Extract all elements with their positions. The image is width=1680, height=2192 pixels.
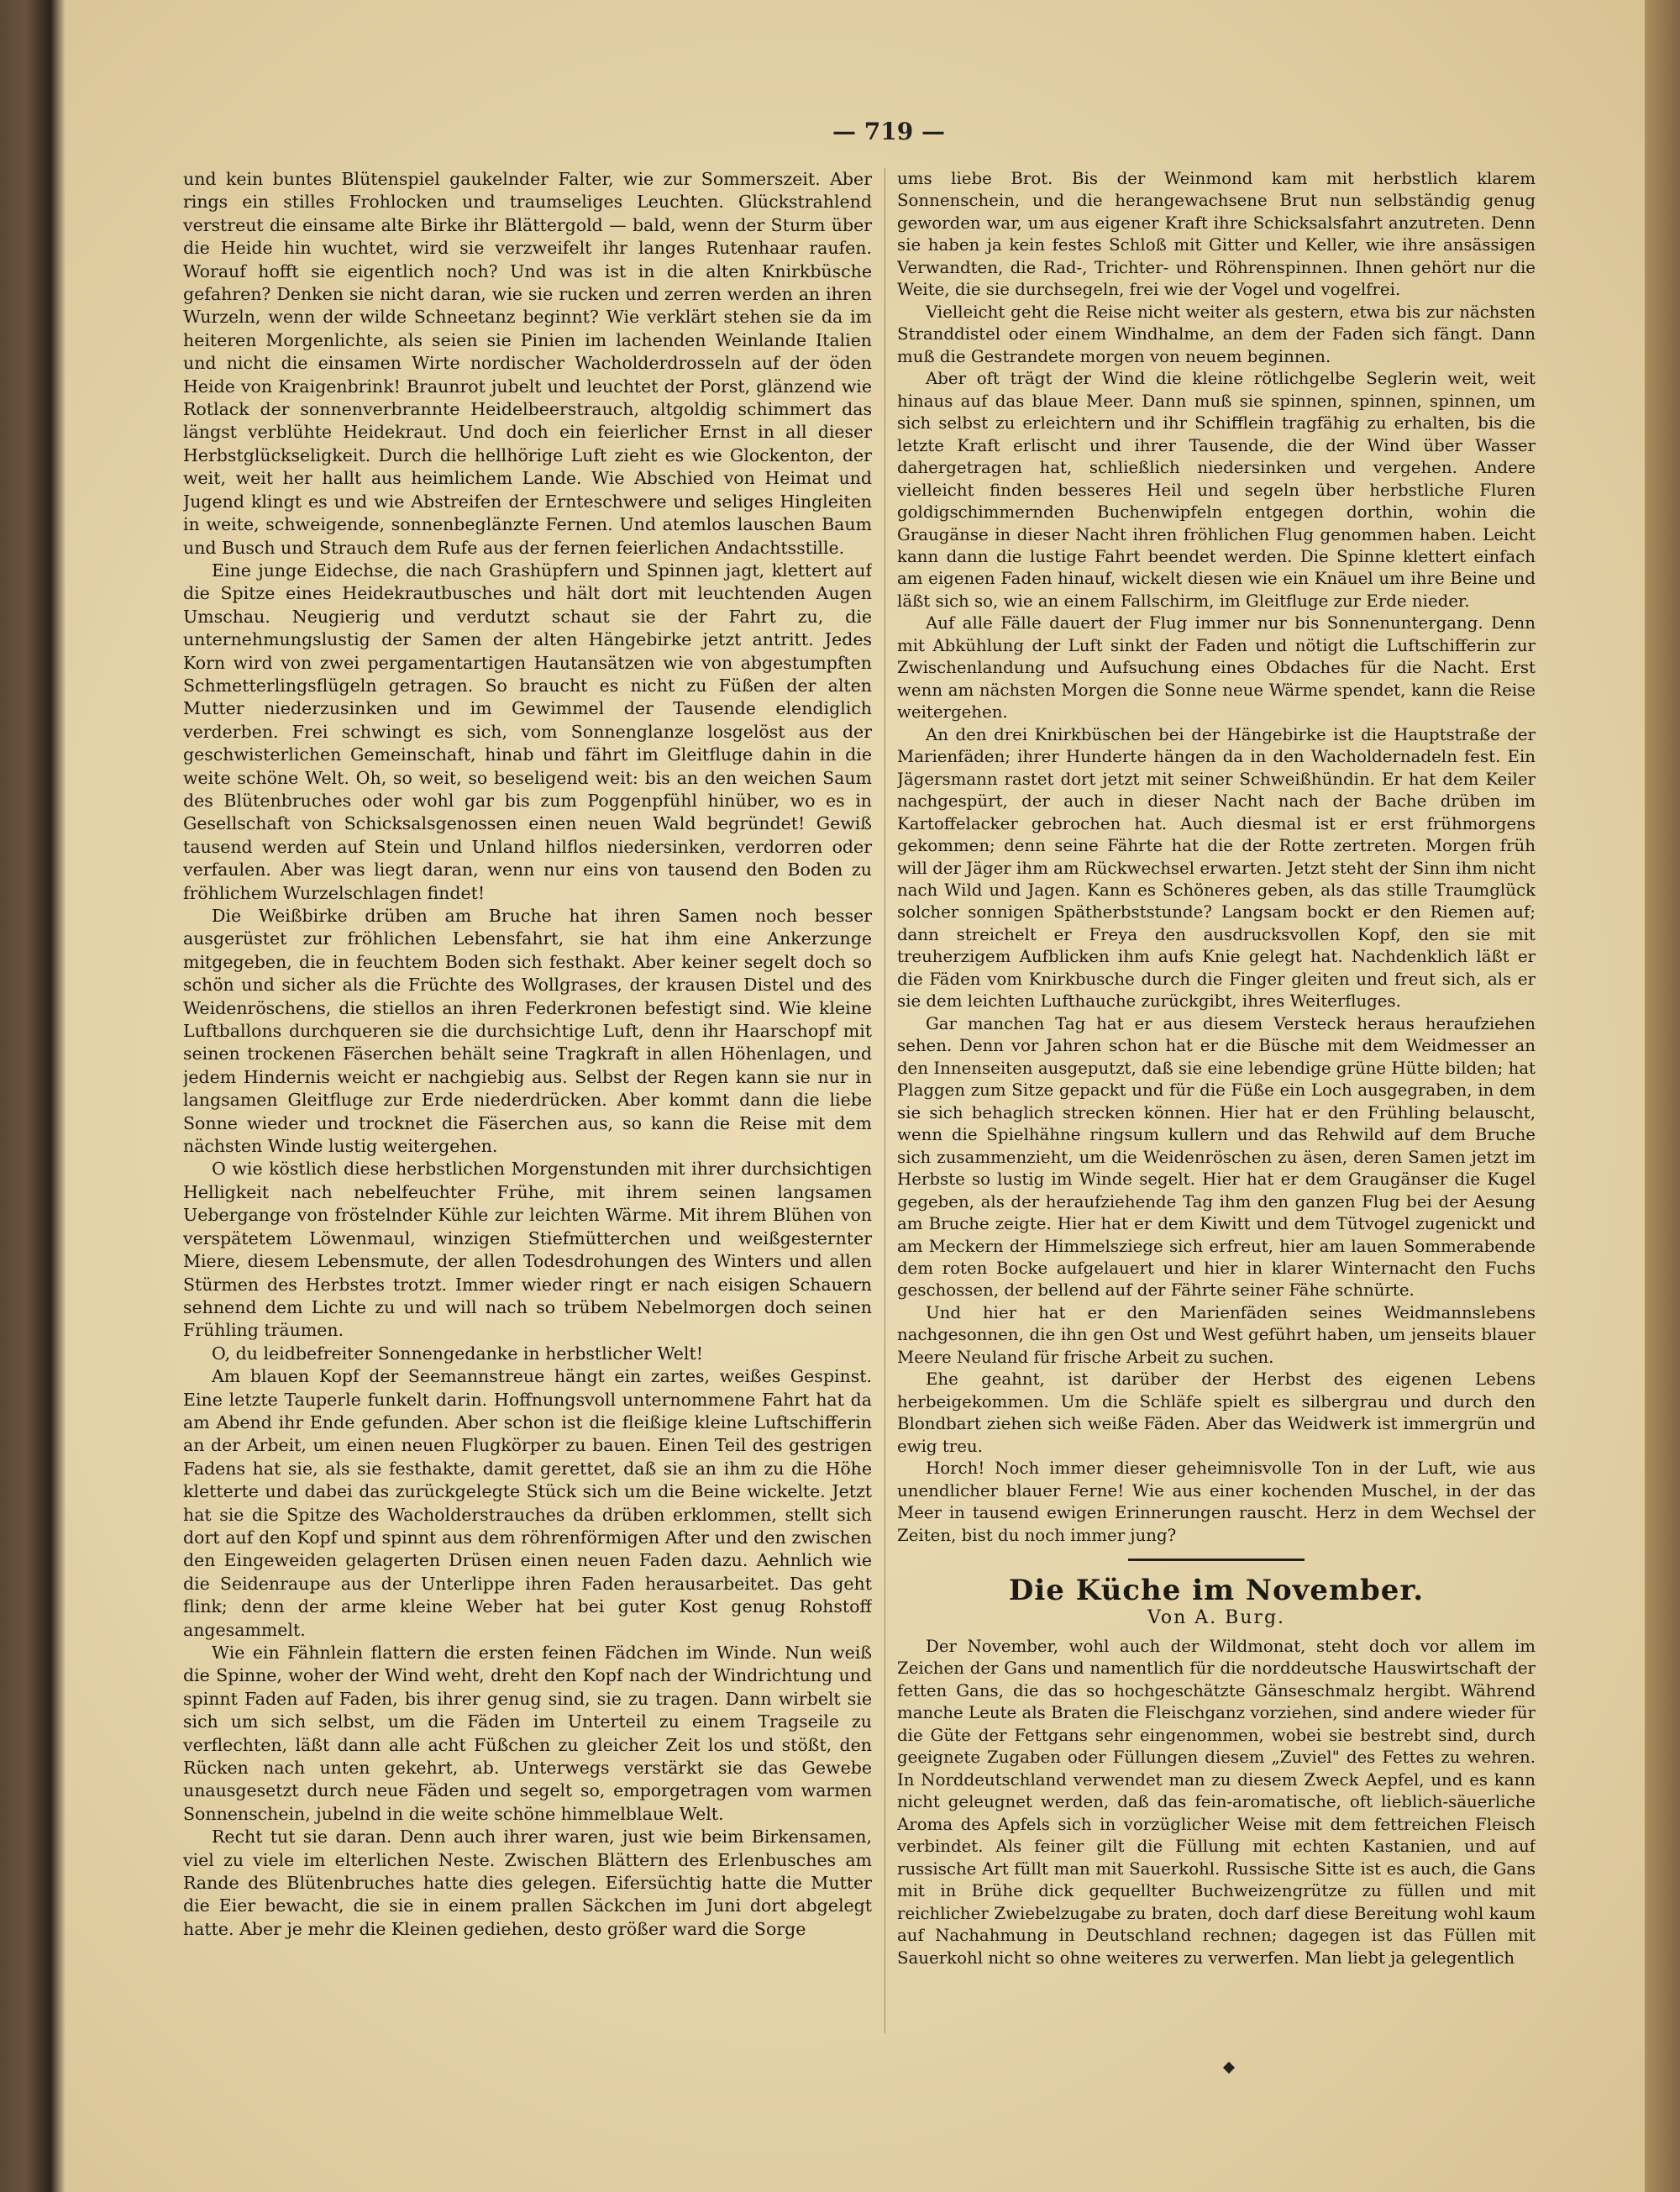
page-number: — 719 — xyxy=(832,118,945,145)
paragraph: Ehe geahnt, ist darüber der Herbst des eigenen Lebens herbeigekommen. Um die Schläfe spielt es silbergrau und durch den Blondbart ziehen sich weiße Fäden. Aber das Weidwerk ist immergrün und ewig treu. xyxy=(897,1369,1536,1456)
paragraph: O, du leidbefreiter Sonnengedanke in herbstlicher Welt! xyxy=(212,1343,703,1364)
paragraph: Vielleicht geht die Reise nicht weiter als gestern, etwa bis zur nächsten Stranddistel oder einem Windhalme, an dem der Faden sich fängt. Dann muß die Gestrandete morgen von neuem beginnen. xyxy=(897,302,1536,366)
paragraph: Gar manchen Tag hat er aus diesem Versteck heraus heraufziehen sehen. Denn vor Jahren schon hat er die Büsche mit dem Weidmesser an den Innenseiten ausgeputzt, daß sie eine lebendige grüne Hütte bilden; hat Plaggen zum Sitze gepackt und für die Füße ein Loch ausgegraben, in dem sie sich behaglich strecken können. Hier hat er den Frühling belauscht, wenn die Spielhähne ringsum kullern und das Rehwild auf dem Bruche sich zusammenzieht, um die Weidenröschen zu äsen, deren Samen jetzt im Herbste so lustig im Winde segelt. Hier hat er dem Graugänser die Kugel gegeben, als der heraufziehende Tag ihm den ganzen Flug bei der Aesung am Bruche zeigte. Hier hat er dem Kiwitt und dem Tütvogel zugenickt und am Meckern der Himmelsziege sich erfreut, hier am lauen Sommerabende dem roten Bocke aufgelauert und hier in klarer Winternacht den Fuchs geschossen, der bellend auf der Fährte seiner Fähe schnürte. xyxy=(897,1013,1536,1301)
paragraph: O wie köstlich diese herbstlichen Morgenstunden mit ihrer durchsichtigen Helligkeit nach nebelfeuchter Frühe, mit ihrem seinen langsamen Uebergange von fröstelnder Kühle zur leichten Wärme. Mit ihrem Blühen von verspätetem Löwenmaul, winzigen Stiefmütterchen und weißgesternter Miere, diesem Lebensmute, der allen Todesdrohungen des Winters und allen Stürmen des Herbstes trotzt. Immer wieder ringt er nach eisigen Schauern sehnend dem Lichte zu und will nach so trübem Nebelmorgen doch seinen Frühling träumen. xyxy=(183,1159,872,1341)
paragraph: Recht tut sie daran. Denn auch ihrer waren, just wie beim Birkensamen, viel zu viele im elterlichen Neste. Zwischen Blättern des Erlenbusches am Rande des Blütenbruches hatte dies gelegen. Eifersüchtig hatte die Mutter die Eier bewacht, die sie in einem prallen Säckchen im Juni dort abgelegt hatte. Aber je mehr die Kleinen gediehen, desto größer ward die Sorge xyxy=(183,1827,872,1939)
paragraph: Die Weißbirke drüben am Bruche hat ihren Samen noch besser ausgerüstet zur fröhlichen Lebensfahrt, sie hat ihm eine Ankerzunge mitgegeben, die in feuchtem Boden sich festhakt. Aber keiner segelt doch so schön und sicher als die Früchte des Wollgrases, der krausen Distel und des Weidenröschens, die stiellos an ihren Federkronen befestigt sind. Wie kleine Luftballons durchqueren sie die durchsichtige Luft, denn ihr Haarschopf mit seinen trockenen Fäserchen behält seine Tragkraft in allen Höhenlagen, und jedem Hindernis weicht er nachgiebig aus. Selbst der Regen kann sie nur in langsamen Gleitfluge zur Erde niederdrücken. Aber kommt dann die liebe Sonne wieder und trocknet die Fäserchen aus, so kann die Reise mit dem nächsten Winde lustig weitergehen. xyxy=(183,906,872,1157)
paragraph: Eine junge Eidechse, die nach Grashüpfern und Spinnen jagt, klettert auf die Spitze eines Heidekrautbusches und hält dort mit leuchtenden Augen Umschau. Neugierig und verdutzt schaut sie der Fahrt zu, die unternehmungslustig der Samen der alten Hängebirke jetzt antritt. Jedes Korn wird von zwei pergamentartigen Hautansätzen wie von abgestumpften Schmetterlingsflügeln getragen. So braucht es nicht zu Füßen der alten Mutter niederzusinken und im Gewimmel der Tausende elendiglich verderben. Frei schwingt es sich, vom Sonnenglanze losgelöst aus der geschwisterlichen Gemeinschaft, hinab und fährt im Gleitfluge dahin in die weite schöne Welt. Oh, so weit, so beseligend weit: bis an den weichen Saum des Blütenbruches oder wohl gar bis zum Poggenpfühl hinüber, wo es in Gesellschaft von Schicksalsgenossen einen neuen Wald begründet! Gewiß tausend werden auf Stein und Unland hilflos niedersinken, verdorren oder verfaulen. Aber was liegt daran, wenn nur eins von tausend den Boden zu fröhlichem Wurzelschlagen findet! xyxy=(183,560,872,903)
paragraph: Am blauen Kopf der Seemannstreue hängt ein zartes, weißes Gespinst. Eine letzte Tauperle funkelt darin. Hoffnungsvoll unternommene Fahrt hat da am Abend ihr Ende gefunden. Aber schon ist die fleißige kleine Luftschifferin an der Arbeit, um einen neuen Flugkörper zu bauen. Einen Teil des gestrigen Fadens hat sie, als sie festhakte, damit gerettet, daß sie an ihm zu die Höhe kletterte und dabei das zurückgelegte Stück sich um die Beine wickelte. Jetzt hat sie die Spitze des Wacholderstrauches da drüben erklommen, stellt sich dort auf den Kopf und spinnt aus dem röhrenförmigen After und den zwischen den Eingeweiden gelagerten Drüsen einen neuen Faden dazu. Aehnlich wie die Seidenraupe aus der Unterlippe ihren Faden herausarbeitet. Das geht flink; denn der arme kleine Weber hat bei guter Kost genug Rohstoff angesammelt. xyxy=(183,1366,872,1640)
left-column xyxy=(183,168,872,2033)
newspaper-page xyxy=(66,0,1645,2192)
paragraph: Wie ein Fähnlein flattern die ersten feinen Fädchen im Winde. Nun weiß die Spinne, woher der Wind weht, dreht den Kopf nach der Windrichtung und spinnt Faden auf Faden, bis ihrer genug sind, sie zu tragen. Dann wirbelt sie sich um sich selbst, um die Fäden im Unterteil zu einem Tragseile zu verflechten, läßt dann alle acht Füßchen zu gleicher Zeit los und stößt, den Rücken nach unten gekehrt, ab. Unterwegs verstärkt sie das Gewebe unausgesetzt durch neue Fäden und segelt so, emporgetragen vom warmen Sonnenschein, jubelnd in die weite schöne himmelblaue Welt. xyxy=(183,1643,872,1824)
paragraph: Aber oft trägt der Wind die kleine rötlichgelbe Seglerin weit, weit hinaus auf das blaue Meer. Dann muß sie spinnen, spinnen, spinnen, um sich selbst zu erleichtern und ihr Schifflein tragfähig zu erhalten, bis die letzte Kraft erlischt und ihrer Tausende, die der Wind über Wasser dahergetragen hat, schließlich niedersinken und vergehen. Andere vielleicht finden besseres Heil und segeln über herbstliche Fluren goldigschimmernden Buchenwipfeln entgegen dorthin, wohin die Graugänse in dieser Nacht ihren fröhlichen Flug genommen haben. Leicht kann dann die lustige Fahrt beendet werden. Die Spinne klettert einfach am eigenen Faden hinauf, wickelt diesen wie ein Knäuel um ihre Beine und läßt sich so, wie an einem Fallschirm, im Gleitfluge zur Erde nieder. xyxy=(897,369,1536,611)
article-body: Der November, wohl auch der Wildmonat, steht doch vor allem im Zeichen der Gans und namentlich für die norddeutsche Hauswirtschaft der fetten Gans, die das so hochgeschätzte Gänseschmalz hergibt. Während manche Leute als Braten die Fleischganz vorziehen, sind andere wieder für die Güte der Fettgans sehr eingenommen, wobei sie bestrebt sind, durch geeignete Zugaben oder Füllungen diesem „Zuviel" des Fettes zu wehren. In Norddeutschland verwendet man zu diesem Zweck Aepfel, und es kann nicht geleugnet werden, daß das fein-aromatische, oft lieblich-säuerliche Aroma des Apfels sich in vorzüglicher Weise mit dem fettreichen Fleisch verbindet. Als feiner gilt die Füllung mit echten Kastanien, und auf russische Art füllt man mit Sauerkohl. Russische Sitte ist es auch, die Gans mit in Brühe dick gequellter Buchweizengrütze zu füllen und mit reichlicher Zwiebelzugabe zu braten, doch darf diese Bereitung wohl kaum auf Nachahmung in Deutschland rechnen; dagegen ist das Füllen mit Sauerkohl nicht so ohne weiteres zu verwerfen. Man liebt ja gelegentlich xyxy=(897,1637,1536,1968)
paragraph: Horch! Noch immer dieser geheimnisvolle Ton in der Luft, wie aus unendlicher blauer Ferne! Wie aus einer kochenden Muschel, in der das Meer in tausend ewigen Erinnerungen rauscht. Herz in dem Wechsel der Zeiten, bist du noch immer jung? xyxy=(897,1459,1536,1545)
paragraph: An den drei Knirkbüschen bei der Hängebirke ist die Hauptstraße der Marienfäden; ihrer Hunderte hängen da in den Wacholdernadeln fest. Ein Jägersmann rastet dort jetzt mit seiner Schweißhündin. Er hat dem Keiler nachgespürt, der auch in dieser Nacht nach der Bache drüben im Kartoffelacker gebrochen hat. Auch diesmal ist er erst frühmorgens gekommen; denn seine Fährte hat die der Rotte zertreten. Morgen früh will der Jäger ihm am Rückwechsel erwarten. Jetzt steht der Sinn ihm nicht nach Wild und Jagen. Kann es Schöneres geben, als das stille Traumglück solcher sonnigen Spätherbststunde? Langsam bockt er den Riemen auf; dann streichelt er Freya den ausdrucksvollen Kopf, den sie mit treuherzigem Aufblicken ihm aufs Knie gelegt hat. Nachdenklich läßt er die Fäden vom Knirkbusche durch die Finger gleiten und freut sich, als er sie dem leichten Lufthauche zurückgibt, ihres Weiterfluges. xyxy=(897,724,1536,1012)
ornament-dot xyxy=(1223,2062,1235,2074)
paragraph: und kein buntes Blütenspiel gaukelnder Falter, wie zur Sommerszeit. Aber rings ein stilles Frohlocken und traumseliges Leuchten. Glückstrahlend verstreut die einsame alte Birke ihr Blättergold — bald, wenn der Sturm über die Heide hin wuchtet, wird sie verzweifelt ihr langes Rutenhaar raufen. Worauf hofft sie eigentlich noch? Und was ist in die alten Knirkbüsche gefahren? Denken sie nicht daran, wie sie rucken und zerren werden an ihren Wurzeln, wenn der wilde Schneetanz beginnt? Wie verklärt stehen sie da im heiteren Morgenlichte, als seien sie Pinien im lachenden Weinlande Italien und nicht die einsamen Wirte nordischer Wacholderdrosseln auf der öden Heide von Kraigenbrink! Braunrot jubelt und leuchtet der Porst, glänzend wie Rotlack der sonnenverbrannte Heidelbeerstrauch, altgoldig schimmert das längst verblühte Heidekraut. Und doch ein feierlicher Ernst in all dieser Herbstglückseligkeit. Durch die hellhörige Luft zieht es wie Glockenton, der weit, weit her hallt aus heimlichem Lande. Wie Abschied von Heimat und Jugend klingt es und wie Abstreifen der Ernteschwere und seliges Hingleiten in weite, schweigende, sonnenbeglänzte Fernen. Und atemlos lauschen Baum und Busch und Strauch dem Rufe aus der fernen feierlichen Andachtsstille. xyxy=(183,169,872,558)
right-column xyxy=(897,168,1536,2033)
paragraph: Auf alle Fälle dauert der Flug immer nur bis Sonnenuntergang. Denn mit Abkühlung der Luft sinkt der Faden und nötigt die Luftschifferin zur Zwischenlandung und Aufsuchung eines Obdaches für die Nacht. Erst wenn am nächsten Morgen die Sonne neue Wärme spendet, kann die Reise weitergehen. xyxy=(897,613,1536,723)
article-byline: Von A. Burg. xyxy=(1147,1606,1286,1628)
section-rule xyxy=(1128,1559,1305,1561)
article-title: Die Küche im November. xyxy=(1008,1574,1425,1608)
paragraph: ums liebe Brot. Bis der Weinmond kam mit herbstlich klarem Sonnenschein, und die herangewachsene Brut nun selbständig genug geworden war, um aus eigener Kraft ihre Schicksalsfahrt anzutreten. Denn sie haben ja kein festes Schloß mit Gitter und Keller, wie ihre ansässigen Verwandten, die Rad-, Trichter- und Röhrenspinnen. Ihnen gehört nur die Weite, die sie durchsegeln, frei wie der Vogel und vogelfrei. xyxy=(897,169,1536,300)
paragraph: Und hier hat er den Marienfäden seines Weidmannslebens nachgesonnen, die ihn gen Ost und West geführt haben, um jenseits blauer Meere Neuland für frische Arbeit zu suchen. xyxy=(897,1302,1536,1367)
